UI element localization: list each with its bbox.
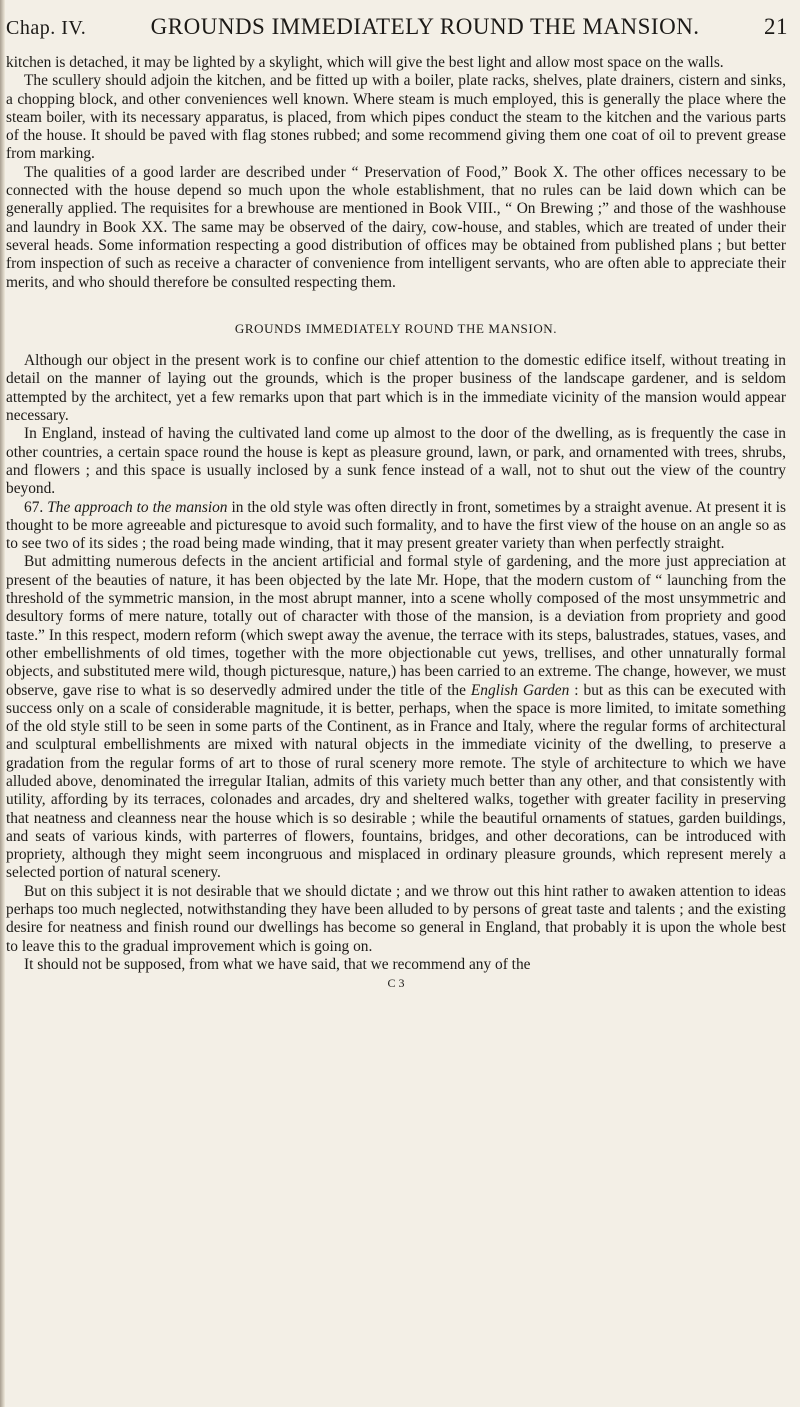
paragraph: But on this subject it is not desirable that we should dictate ; and we throw out this hint rather to awaken attention to ideas perhaps too much neglected, notwithstanding they have been alluded to by persons of great taste and talents ; and the existing desire for neatness and finish round our dwellings has become so general in England, that probably it is upon the whole best to leave this to the gradual improvement which is going on. (6, 882, 786, 955)
chapter-label: Chap. IV. (6, 17, 87, 39)
paragraph: In England, instead of having the cultivated land come up almost to the door of the dwelling, as is frequently the case in other countries, a certain space round the house is kept as pleasure ground, lawn, or park, and ornamented with trees, shrubs, and flowers ; and this space is usually inclosed by a sunk fence instead of a wall, not to shut out the view of the country beyond. (6, 425, 786, 498)
running-head (6, 14, 788, 40)
running-title: GROUNDS IMMEDIATELY ROUND THE MANSION. (150, 14, 700, 39)
paragraph: Although our object in the present work is to confine our chief attention to the domestic edifice itself, without treating in detail on the manner of laying out the grounds, which is the proper business of the landscape gardener, and is seldom attempted by the architect, yet a few remarks upon that part which is in the immediate vicinity of the mansion would appear necessary. (6, 352, 786, 425)
paragraph-text: : but as this can be executed with success only on a scale of considerable magnitude, it is better, perhaps, when the space is more limited, to imitate something of the old style still to be seen in some parts of the Continent, as in France and Italy, where the regular forms of architectural and sculptural embellishments are mixed with natural objects in the immediate vicinity of the dwelling, to preserve a gradation from the regular forms of art to those of rural scenery more remote. The style of architecture to which we have alluded above, denominated the irregular Italian, admits of this variety much better than any other, and that consistently with utility, affording by its terraces, colonades and arcades, dry and sheltered walks, together with greater facility in preserving that neatness and cleanness near the house which is so desirable ; while the beautiful ornaments of statues, garden buildings, and seats of various kinds, with parterres of flowers, fountains, bridges, and other decorations, can be introduced with propriety, although they might seem incongruous and misplaced in ordinary pleasure grounds, which represent merely a selected portion of natural scenery. (6, 681, 787, 882)
paragraph (6, 553, 786, 882)
signature-mark: C 3 (387, 976, 405, 991)
italic-lead: The approach to the mansion (47, 498, 228, 516)
paragraph-number: 67. (24, 498, 44, 516)
paragraph: kitchen is detached, it may be lighted by a skylight, which will give the best light and allow most space on the walls. (6, 54, 724, 71)
italic-phrase: English Garden (470, 681, 570, 699)
body-text (6, 54, 786, 993)
paragraph: It should not be supposed, from what we have said, that we recommend any of the (24, 955, 531, 973)
section-heading: GROUNDS IMMEDIATELY ROUND THE MANSION. (234, 320, 558, 336)
paragraph: The scullery should adjoin the kitchen, and be fitted up with a boiler, plate racks, shelves, plate drainers, cistern and sinks, a chopping block, and other conveniences well known. Where steam is much employed, this is generally the place where the steam boiler, with its necessary apparatus, is placed, from which pipes conduct the steam to the kitchen and the various parts of the house. It should be paved with flag stones rubbed; and some recommend giving them one coat of oil to prevent grease from marking. (6, 72, 786, 163)
paragraph-text: in the old style was often directly in front, sometimes by a straight avenue. At present it is thought to be more agreeable and picturesque to avoid such formality, and to have the first view of the house on an angle so as to see two of its sides ; the road being made winding, that it may present greater variety than when perfectly straight. (6, 498, 786, 553)
page-number: 21 (763, 14, 788, 39)
numbered-paragraph (6, 499, 786, 554)
paragraph: The qualities of a good larder are described under “ Preservation of Food,” Book X. The other offices necessary to be connected with the house depend so much upon the whole establishment, that no rules can be laid down which can be generally applied. The requisites for a brewhouse are mentioned in Book VIII., “ On Brewing ;” and those of the washhouse and laundry in Book XX. The same may be observed of the dairy, cow-house, and stables, which are treated of under their several heads. Some information respecting a good distribution of offices may be obtained from published plans ; but better from inspection of such as receive a character of convenience from intelligent servants, who are often able to appreciate their merits, and who should therefore be consulted respecting them. (6, 163, 786, 291)
paragraph-text: But admitting numerous defects in the ancient artificial and formal style of gardening, and the more just appreciation at present of the beauties of nature, it has been objected by the late Mr. Hope, that the modern custom of “ launching from the threshold of the symmetric mansion, in the most abrupt manner, into a scene wholly composed of the most unsymmetric and desultory forms of mere nature, totally out of character with those of the mansion, is a deviation from propriety and good taste.” In this respect, modern reform (which swept away the avenue, the terrace with its steps, balustrades, statues, vases, and other embellishments of old times, together with the more objectionable cut yews, trellises, and other unnaturally formal objects, and substituted mere wild, though picturesque, nature,) has been carried to an extreme. The change, however, we must observe, gave rise to what is so deservedly admired under the title of the (6, 553, 786, 699)
page-binding-edge (0, 0, 5, 1407)
